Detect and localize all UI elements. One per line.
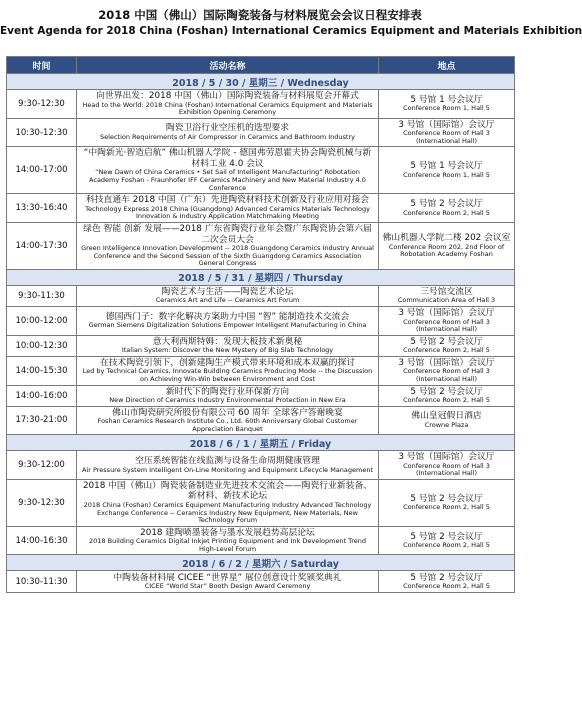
activity-cell <box>77 526 379 555</box>
activity-title-en: 2018 Building Ceramics Digital Inkjet Printing Equipment and Ink Development Trend High-Level Forum <box>89 537 366 553</box>
day-header-row <box>7 269 515 285</box>
time-cell: 14:00-16:30 <box>7 526 77 555</box>
location-zh: 佛山机器人学院二楼 202 会议室 <box>382 233 511 244</box>
activity-title-en: Air Pressure System Intelligent On-Line Monitoring and Equipment Lifecycle Management <box>81 465 374 474</box>
day-label: 2018 / 6 / 2 / 星期六 / Saturday <box>7 555 515 571</box>
activity-cell <box>77 356 379 385</box>
activity-cell <box>77 223 379 270</box>
table-row <box>7 223 515 270</box>
table-row <box>7 385 515 406</box>
activity-title-zh: 新时代下的陶瓷行业环保新方向 <box>165 386 290 397</box>
activity-title-zh: 2018 建陶喷墨装备与墨水发展趋势高层论坛 <box>140 527 315 538</box>
location-zh: 5 号馆 2 号会议厅 <box>410 531 483 542</box>
activity-title-zh: “中陶新光·智造启航” 佛山机器人学院 - 德国弗劳恩霍夫协会陶瓷机械与新材料工业 4.0 会议 <box>83 148 372 169</box>
location-en: Conference Room 2, Hall 5 <box>403 582 490 591</box>
activity-cell <box>77 479 379 526</box>
activity-cell <box>77 307 379 336</box>
activity-cell <box>77 451 379 480</box>
table-row <box>7 335 515 356</box>
location-cell <box>379 356 515 385</box>
title-zh: 2018 中国（佛山）国际陶瓷装备与材料展览会会议日程安排表 <box>98 8 422 22</box>
table-row <box>7 451 515 480</box>
activity-title-en: CICEE “World Star” Booth Design Award Ceremony <box>144 582 311 591</box>
location-en: Conference Room 2, Hall 5 <box>403 208 490 217</box>
location-en: Conference Room 1, Hall 5 <box>403 104 490 113</box>
location-zh: 5 号馆 1 号会议厅 <box>410 94 483 105</box>
time-cell: 10:30-12:30 <box>7 118 77 147</box>
time-cell: 17:30-21:00 <box>7 406 77 435</box>
day-label: 2018 / 6 / 1 / 星期五 / Friday <box>7 435 515 451</box>
location-cell <box>379 526 515 555</box>
activity-title-en: New Direction of Ceramics Industry Environmental Protection in New Era <box>109 396 346 404</box>
table-row <box>7 194 515 223</box>
location-cell <box>379 385 515 406</box>
table-row <box>7 356 515 385</box>
table-row <box>7 285 515 306</box>
activity-title-en: Selection Requirements of Air Compressor in Ceramics and Bathroom Industry <box>100 132 355 141</box>
location-cell <box>379 335 515 356</box>
activity-cell <box>77 285 379 306</box>
location-cell <box>379 285 515 306</box>
location-cell <box>379 571 515 593</box>
location-cell <box>379 147 515 194</box>
table-row <box>7 571 515 593</box>
time-cell: 9:30-12:00 <box>7 451 77 480</box>
time-cell: 14:00-17:30 <box>7 223 77 270</box>
location-en: Conference Room of Hall 3 (International Hall) <box>403 129 490 145</box>
location-en: Conference Room 2, Hall 5 <box>403 396 490 404</box>
activity-title-zh: 佛山市陶瓷研究所股份有限公司 60 周年 全球客户答谢晚宴 <box>112 407 343 418</box>
location-zh: 3 号馆（国际馆）会议厅 <box>398 119 495 130</box>
location-zh: 3 号馆（国际馆）会议厅 <box>398 452 495 463</box>
time-cell: 14:00-15:30 <box>7 356 77 385</box>
location-en: Conference Room 202, 2nd Floor of Robotation Academy Foshan <box>388 242 505 259</box>
location-zh: 5 号馆 2 号会议厅 <box>410 336 483 347</box>
location-cell <box>379 118 515 147</box>
activity-title-en: “New Dawn of China Ceramics • Set Sail of Intelligent Manufacturing” Robotation Academy Foshan - Fraunhofer IFF Ceramics Machinery and New Material Industry 4.0 Conference <box>89 168 366 192</box>
activity-title-en: 2018 China (Foshan) Ceramics Equipment Manufacturing Industry Advanced Technology Exchange Conference -- Ceramics Industry New Equipment, New Materials, New Technology Forum <box>83 500 372 525</box>
day-label: 2018 / 5 / 31 / 星期四 / Thursday <box>7 269 515 285</box>
time-cell: 9:30-12:30 <box>7 90 77 119</box>
location-en: Conference Room of Hall 3 (International Hall) <box>403 461 490 478</box>
day-header-row <box>7 555 515 571</box>
activity-cell <box>77 406 379 435</box>
activity-title-en: Green Intelligence Innovation Development -- 2018 Guangdong Ceramics Industry Annual Conference and the Second Session of the Sixth Guangdong Ceramics Association General Congress <box>81 244 374 268</box>
activity-title-zh: 绿色 智能 创新 发展——2018 广东省陶瓷行业年会暨广东陶瓷协会第六届二次会员大会 <box>83 224 372 245</box>
location-zh: 5 号馆 2 号会议厅 <box>410 199 483 210</box>
location-en: Communication Area of Hall 3 <box>397 296 496 305</box>
time-cell: 10:30-11:30 <box>7 571 77 593</box>
activity-title-zh: 空压系统智能在线监测与设备生命周期健康管理 <box>135 456 320 467</box>
activity-cell <box>77 571 379 593</box>
activity-title-zh: 2018 中国（佛山）陶瓷装备制造业先进技术交流会——陶瓷行业新装备、新材料、新技术论坛 <box>82 480 373 502</box>
location-cell <box>379 406 515 435</box>
table-row <box>7 479 515 526</box>
activity-title-en: German Siemens Digitalization Solutions Empower Intelligent Manufacturing in China <box>88 321 367 330</box>
activity-title-zh: 中陶装备材料展 CICEE “世界星” 展位创意设计奖颁奖典礼 <box>113 572 342 583</box>
title-en: Event Agenda for 2018 China (Foshan) International Ceramics Equipment and Materials Exhibition <box>0 25 582 37</box>
activity-cell <box>77 194 379 223</box>
activity-cell <box>77 335 379 356</box>
time-cell: 10:00-12:00 <box>7 307 77 336</box>
activity-cell <box>77 118 379 147</box>
activity-title-zh: 在技术陶瓷引领下，创新建陶生产模式带来环境和成本双赢的探讨 <box>99 357 356 368</box>
activity-cell <box>77 147 379 194</box>
table-row <box>7 147 515 194</box>
time-cell: 13:30-16:40 <box>7 194 77 223</box>
header-location: 地点 <box>379 57 515 74</box>
location-zh: 3 号馆（国际馆）会议厅 <box>398 357 495 368</box>
location-cell <box>379 307 515 336</box>
table-row <box>7 406 515 435</box>
table-header <box>7 57 515 74</box>
time-cell: 9:30-11:30 <box>7 285 77 306</box>
location-en: Conference Room 2, Hall 5 <box>403 346 490 355</box>
activity-title-zh: 陶瓷卫浴行业空压机的选型要求 <box>165 123 290 134</box>
activity-title-zh: 陶瓷艺术与生活——陶瓷艺术论坛 <box>161 286 294 297</box>
location-zh: 5 号馆 2 号会议厅 <box>410 386 483 397</box>
agenda-table <box>6 56 515 593</box>
time-cell: 14:00-17:00 <box>7 147 77 194</box>
location-cell <box>379 90 515 119</box>
activity-cell <box>77 385 379 406</box>
location-zh: 3 号馆（国际馆）会议厅 <box>398 308 495 319</box>
location-en: Conference Room of Hall 3 (International Hall) <box>403 317 490 334</box>
activity-title-en: Head to the World: 2018 China (Foshan) International Ceramics Equipment and Materials Exhibition Opening Ceremony <box>82 100 373 117</box>
activity-title-zh: 科技直通车 2018 中国（广东）先进陶瓷材料技术创新及行业应用对接会 <box>85 195 370 206</box>
activity-title-en: Ceramics Art and Life -- Ceramics Art Forum <box>155 296 300 305</box>
table-row <box>7 118 515 147</box>
activity-title-en: Led by Technical Ceramics, Innovate Building Ceramics Producing Mode -- the Discussion on Achieving Win-Win between Environment and Cost <box>82 367 373 383</box>
location-zh: 5 号馆 2 号会议厅 <box>410 572 483 583</box>
location-cell <box>379 479 515 526</box>
activity-title-en: Foshan Ceramics Research Institute Co., Ltd. 60th Anniversary Global Customer Appreciation Banquet <box>97 417 358 433</box>
location-zh: 5 号馆 1 号会议厅 <box>410 161 483 172</box>
table-row <box>7 526 515 555</box>
location-zh: 5 号馆 2 号会议厅 <box>410 493 483 504</box>
activity-title-zh: 德国西门子：数字化解决方案助力中国 “智” 能制造技术交流会 <box>105 311 350 322</box>
time-cell: 14:00-16:00 <box>7 385 77 406</box>
location-en: Crowne Plaza <box>424 420 469 429</box>
location-zh: 佛山皇冠假日酒店 <box>411 411 482 422</box>
location-en: Conference Room of Hall 3 (International Hall) <box>403 367 490 383</box>
day-label: 2018 / 5 / 30 / 星期三 / Wednesday <box>7 74 515 90</box>
day-header-row <box>7 74 515 90</box>
day-header-row <box>7 435 515 451</box>
table-row <box>7 90 515 119</box>
location-cell <box>379 223 515 270</box>
location-cell <box>379 451 515 480</box>
header-time: 时间 <box>7 57 77 74</box>
table-row <box>7 307 515 336</box>
time-cell: 10:00-12:30 <box>7 335 77 356</box>
location-zh: 三号馆交流区 <box>420 286 473 297</box>
activity-title-en: Italian System: Discover the New Mystery of Big Slab Technology <box>121 346 334 355</box>
location-en: Conference Room 2, Hall 5 <box>403 541 490 550</box>
header-activity: 活动名称 <box>77 57 379 74</box>
activity-title-zh: 意大利西斯特姆：发现大板技术新奥秘 <box>152 336 303 347</box>
location-en: Conference Room 1, Hall 5 <box>403 170 490 179</box>
activity-title-zh: 向世界出发：2018 中国（佛山）国际陶瓷装备与材料展览会开幕式 <box>96 91 359 101</box>
time-cell: 9:30-12:30 <box>7 479 77 526</box>
activity-cell <box>77 90 379 119</box>
location-en: Conference Room 2, Hall 5 <box>403 503 490 512</box>
activity-title-en: Technology Express 2018 China (Guangdong) Advanced Ceramics Materials Technology Innovation & Industry Application Matchmaking Meeting <box>85 204 370 221</box>
location-cell <box>379 194 515 223</box>
